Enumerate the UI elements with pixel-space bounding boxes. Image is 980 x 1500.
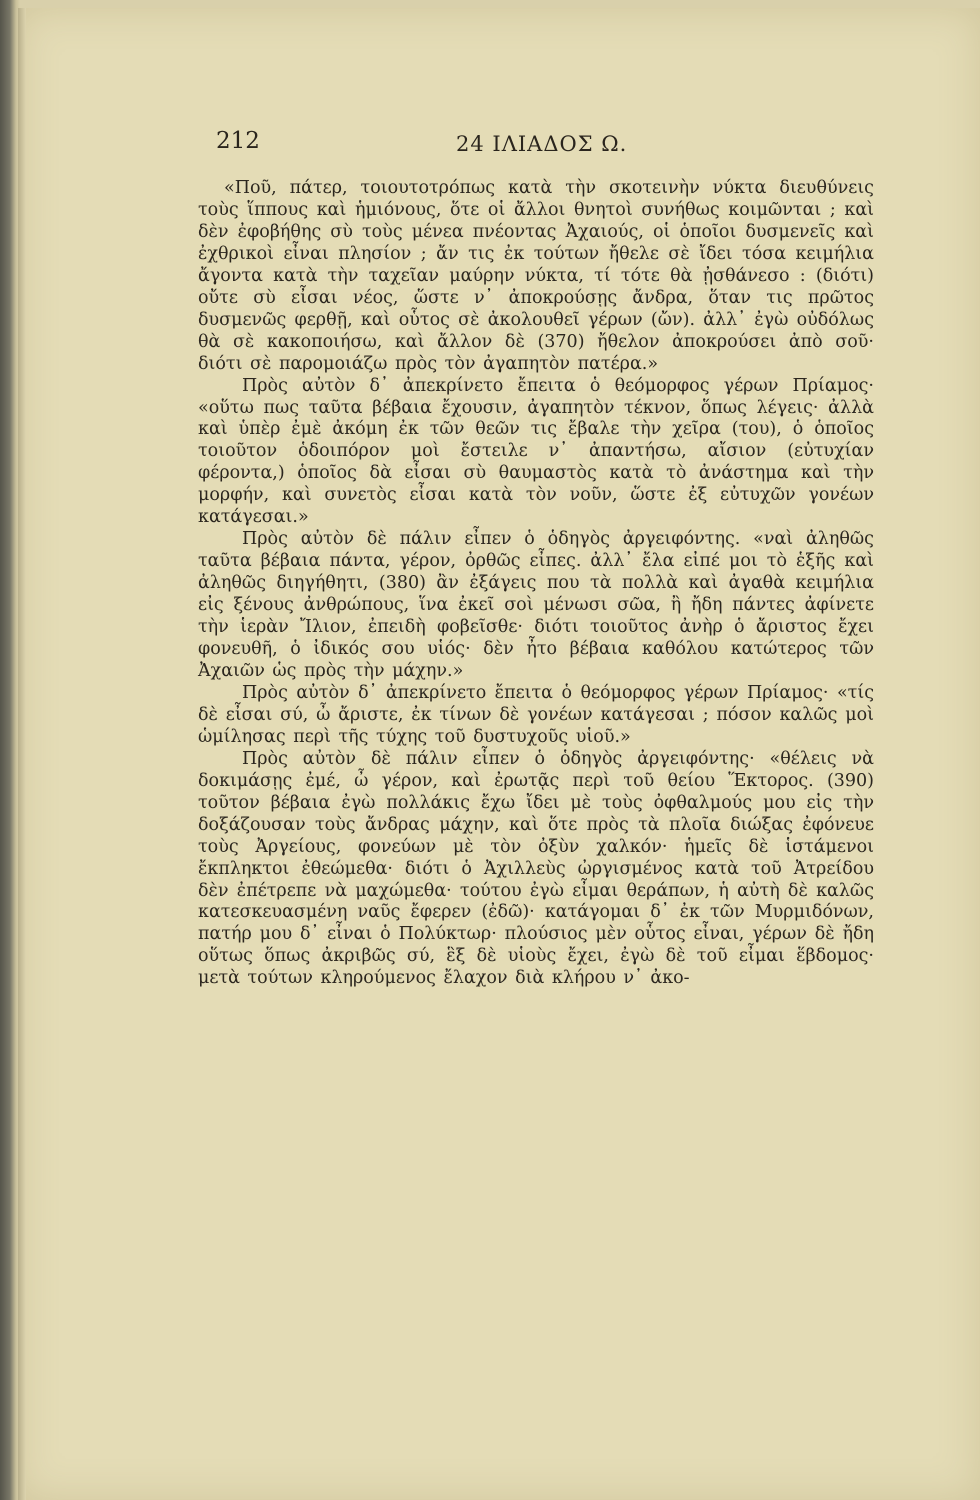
page-number: 212	[216, 128, 260, 154]
page-edge-shadow	[18, 8, 26, 1500]
paragraph-1: «Ποῦ, πάτερ, τοιουτοτρόπως κατὰ τὴν σκοτεινὴν νύκτα διευθύνεις τοὺς ἵππους καὶ ἡμιόνους, ὅτε οἱ ἄλλοι θνητοὶ συνήθως κοιμῶνται ; καὶ δὲν ἐφοβήθης σὺ τοὺς μένεα πνέοντας Ἀχαιούς, οἱ ὁποῖοι δυσμενεῖς καὶ ἐχθρικοὶ εἶναι πλησίον ; ἄν τις ἐκ τούτων ἤθελε σὲ ἴδει τόσα κειμήλια ἄγοντα κατὰ τὴν ταχεῖαν μαύρην νύκτα, τί τότε θὰ ᾐσθάνεσο : (διότι) οὔτε σὺ εἶσαι νέος, ὥστε ν᾿ ἀποκρούσῃς ἄνδρα, ὅταν τις πρῶτος δυσμενῶς φερθῇ, καὶ οὗτος σὲ ἀκολουθεῖ γέρων (ὤν). ἀλλ᾿ ἐγὼ οὐδόλως θὰ σὲ κακοποιήσω, καὶ ἄλλον δὲ (370) ἤθελον ἀποκρούσει ἀπὸ σοῦ· διότι σὲ παρομοιάζω πρὸς τὸν ἀγαπητὸν πατέρα.»	[198, 178, 874, 374]
paragraph-2: Πρὸς αὐτὸν δ᾿ ἀπεκρίνετο ἔπειτα ὁ θεόμορφος γέρων Πρίαμος· «οὕτω πως ταῦτα βέβαια ἔχουσιν, ἀγαπητὸν τέκνον, ὅπως λέγεις· ἀλλὰ καὶ ὑπὲρ ἐμὲ ἀκόμη ἐκ τῶν θεῶν τις ἔβαλε τὴν χεῖρα (του), ὁ ὁποῖος τοιοῦτον ὁδοιπόρον μοὶ ἔστειλε ν᾿ ἀπαντήσω, αἴσιον (εὐτυχίαν φέροντα,) ὁποῖος δὰ εἶσαι σὺ θαυμαστὸς κατὰ τὸ ἀνάστημα καὶ τὴν μορφήν, καὶ συνετὸς εἶσαι κατὰ τὸν νοῦν, ὥστε ἐξ εὐτυχῶν γονέων κατάγεσαι.»	[198, 375, 874, 528]
paragraph-3: Πρὸς αὐτὸν δὲ πάλιν εἶπεν ὁ ὁδηγὸς ἀργειφόντης. «ναὶ ἀληθῶς ταῦτα βέβαια πάντα, γέρον, ὀρθῶς εἶπες. ἀλλ᾿ ἔλα εἰπέ μοι τὸ ἑξῆς καὶ ἀληθῶς διηγήθητι, (380) ἂν ἐξάγεις που τὰ πολλὰ καὶ ἀγαθὰ κειμήλια εἰς ξένους ἀνθρώπους, ἵνα ἐκεῖ σοὶ μένωσι σῶα, ἢ ἤδη πάντες ἀφίνετε τὴν ἱερὰν Ἴλιον, ἐπειδὴ φοβεῖσθε· διότι τοιοῦτος ἀνὴρ ὁ ἄριστος ἔχει φονευθῆ, ὁ ἰδικός σου υἱός· δὲν ἦτο βέβαια καθόλου κατώτερος τῶν Ἀχαιῶν ὡς πρὸς τὴν μάχην.»	[198, 529, 874, 681]
running-head: 24 ΙΛΙΑΔΟΣ Ω.	[456, 132, 628, 156]
paragraph-5: Πρὸς αὐτὸν δὲ πάλιν εἶπεν ὁ ὁδηγὸς ἀργειφόντης· «θέλεις νὰ δοκιμάσῃς ἐμέ, ὦ γέρον, καὶ ἐρωτᾷς περὶ τοῦ θείου Ἕκτορος. (390) τοῦτον βέβαια ἐγὼ πολλάκις ἔχω ἴδει μὲ τοὺς ὀφθαλμούς μου εἰς τὴν δοξάζουσαν τοὺς ἄνδρας μάχην, καὶ ὅτε πρὸς τὰ πλοῖα διώξας ἐφόνευε τοὺς Ἀργείους, φονεύων μὲ τὸν ὀξὺν χαλκόν· ἡμεῖς δὲ ἱστάμενοι ἔκπληκτοι ἐθεώμεθα· διότι ὁ Ἀχιλλεὺς ὠργισμένος κατὰ τοῦ Ἀτρείδου δὲν ἐπέτρεπε νὰ μαχώμεθα· τούτου ἐγὼ εἶμαι θεράπων, ἡ αὐτὴ δὲ καλῶς κατεσκευασμένη ναῦς ἔφερεν (ἐδῶ)· κατάγομαι δ᾿ ἐκ τῶν Μυρμιδόνων, πατήρ μου δ᾿ εἶναι ὁ Πολύκτωρ· πλούσιος μὲν οὗτος εἶναι, γέρων δὲ ἤδη οὕτως ὅπως ἀκριβῶς σύ, ἓξ δὲ υἱοὺς ἔχει, ἐγὼ δὲ τοῦ εἶμαι ἕβδομος· μετὰ τούτων κληρούμενος ἔλαχον διὰ κλήρου ν᾿ ἀκο-	[198, 748, 874, 989]
page-header	[200, 128, 880, 168]
body-text	[198, 178, 874, 990]
paragraph-4: Πρὸς αὐτὸν δ᾿ ἀπεκρίνετο ἔπειτα ὁ θεόμορφος γέρων Πρίαμος· «τίς δὲ εἶσαι σύ, ὦ ἄριστε, ἐκ τίνων δὲ γονέων κατάγεσαι ; πόσον καλῶς μοὶ ὡμίλησας περὶ τῆς τύχης τοῦ δυστυχοῦς υἱοῦ.»	[198, 682, 874, 747]
